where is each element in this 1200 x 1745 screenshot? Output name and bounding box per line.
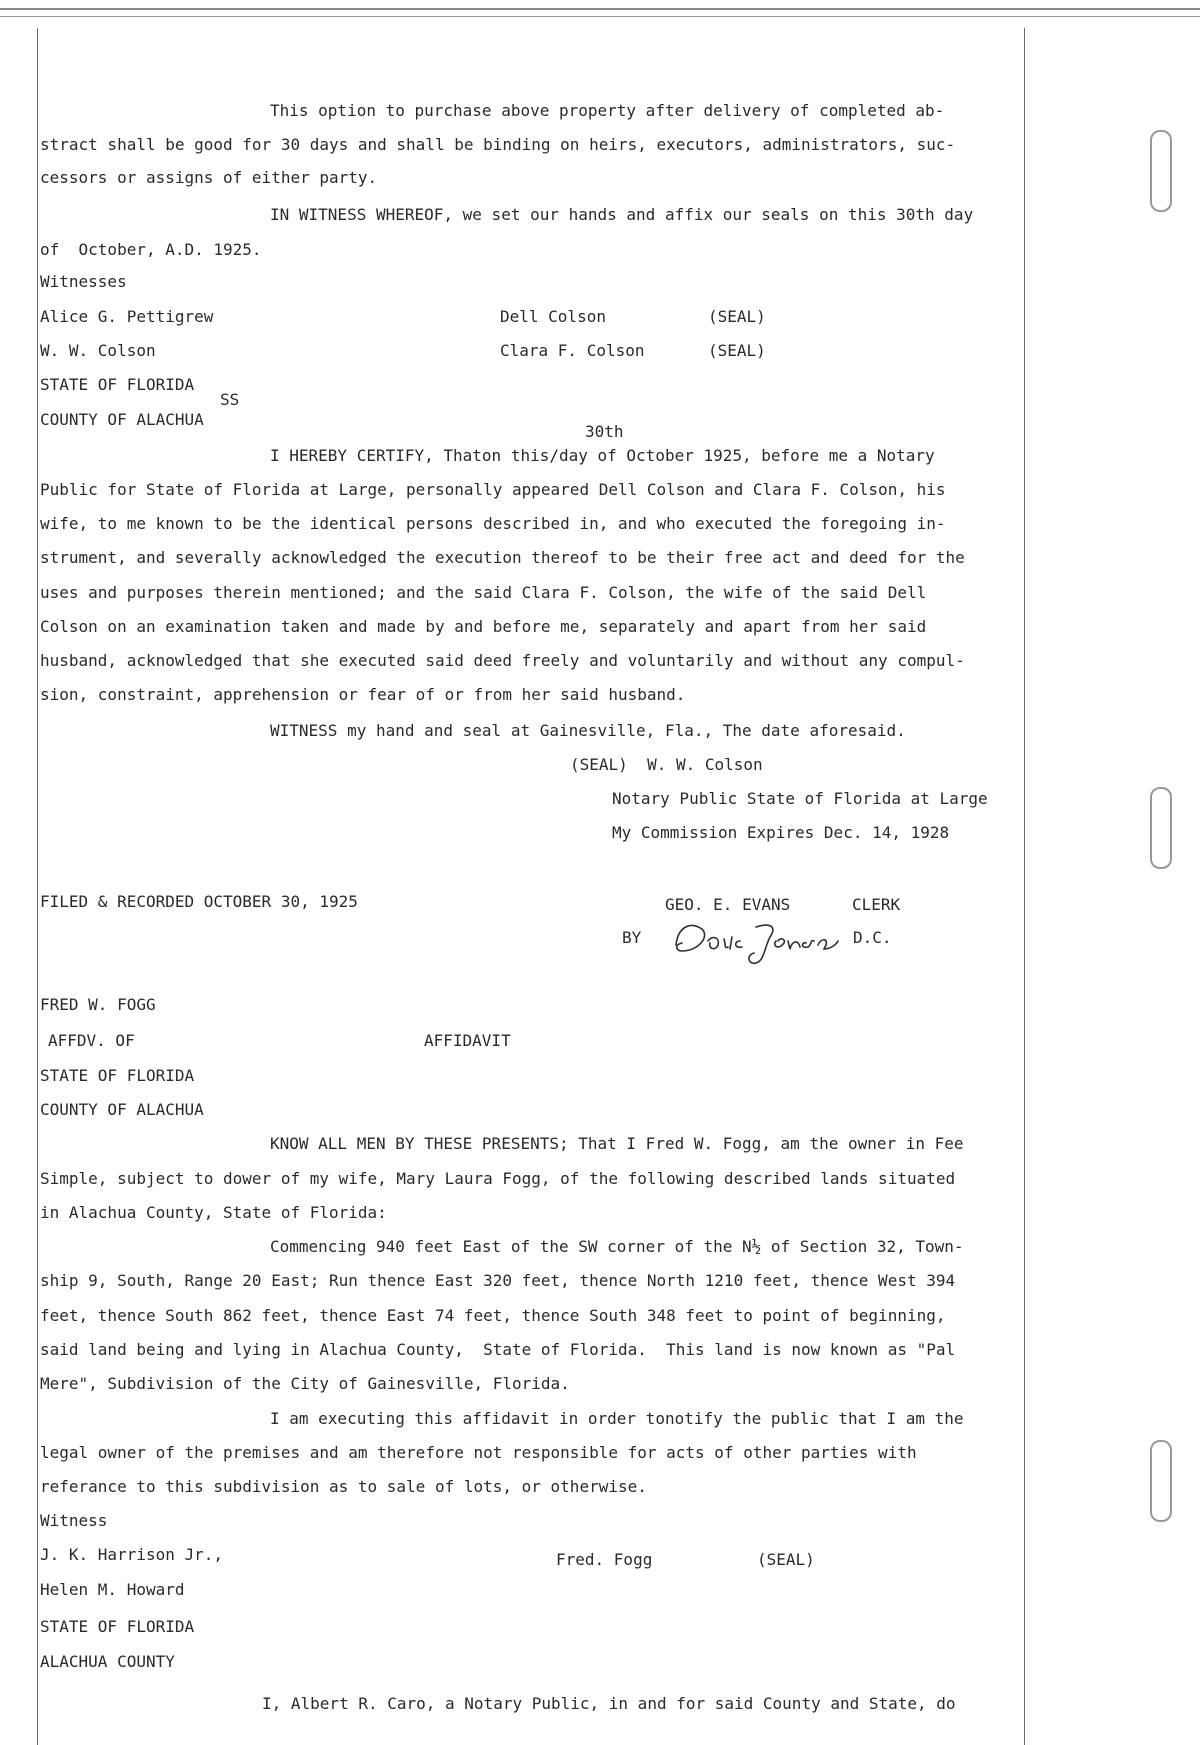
seal-mark: (SEAL) bbox=[708, 341, 766, 360]
filed-recorded: FILED & RECORDED OCTOBER 30, 1925 bbox=[40, 892, 358, 911]
witness-name: W. W. Colson bbox=[40, 341, 156, 360]
affidavit-line: KNOW ALL MEN BY THESE PRESENTS; That I Fred W. Fogg, am the owner in Fee bbox=[270, 1134, 964, 1153]
land-description-line: feet, thence South 862 feet, thence East 74 feet, thence South 348 feet to point of beginning, bbox=[40, 1306, 946, 1325]
affiant-signature: Fred. Fogg bbox=[556, 1550, 653, 1569]
commission-expiry: My Commission Expires Dec. 14, 1928 bbox=[612, 823, 950, 842]
seal-mark: (SEAL) bbox=[708, 307, 766, 326]
by-label: BY bbox=[622, 928, 642, 947]
binder-hole bbox=[1150, 787, 1172, 869]
binder-hole bbox=[1150, 130, 1172, 212]
clerk-title: CLERK bbox=[852, 895, 901, 914]
signer-name: Dell Colson bbox=[500, 307, 606, 326]
affidavit-purpose-line: I am executing this affidavit in order tonotify the public that I am the bbox=[270, 1409, 964, 1428]
witness-hand-line: WITNESS my hand and seal at Gainesville, Fla., The date aforesaid. bbox=[270, 721, 906, 740]
land-description-line: said land being and lying in Alachua County, State of Florida. This land is now known as "Pal bbox=[40, 1340, 956, 1359]
venue-state: STATE OF FLORIDA bbox=[40, 1066, 195, 1085]
witness-whereof-line: of October, A.D. 1925. bbox=[40, 240, 262, 259]
affidavit-party-sub: AFFDV. OF bbox=[48, 1031, 135, 1050]
handwritten-signature bbox=[668, 915, 848, 967]
top-border-rule bbox=[0, 8, 1200, 17]
witness-whereof-line: IN WITNESS WHEREOF, we set our hands and affix our seals on this 30th day bbox=[270, 205, 974, 224]
affidavit-line: in Alachua County, State of Florida: bbox=[40, 1203, 387, 1222]
certificate-line: strument, and severally acknowledged the execution thereof to be their free act and deed for the bbox=[40, 548, 965, 567]
land-description-line: Mere", Subdivision of the City of Gainesville, Florida. bbox=[40, 1374, 570, 1393]
venue-county: ALACHUA COUNTY bbox=[40, 1652, 175, 1671]
certificate-line: Public for State of Florida at Large, personally appeared Dell Colson and Clara F. Colson, his bbox=[40, 480, 946, 499]
clerk-name: GEO. E. EVANS bbox=[665, 895, 791, 914]
witnesses-label: Witnesses bbox=[40, 272, 127, 291]
witness-name: Alice G. Pettigrew bbox=[40, 307, 214, 326]
right-margin-rule bbox=[1024, 28, 1025, 1745]
notary-acknowledgment-line: I, Albert R. Caro, a Notary Public, in and for said County and State, do bbox=[262, 1694, 956, 1713]
venue-state: STATE OF FLORIDA bbox=[40, 1617, 195, 1636]
affidavit-title: AFFIDAVIT bbox=[424, 1031, 511, 1050]
certificate-line: I HEREBY CERTIFY, Thaton this/day of October 1925, before me a Notary bbox=[270, 446, 935, 465]
binder-hole bbox=[1150, 1440, 1172, 1522]
certificate-line: wife, to me known to be the identical persons described in, and who executed the foregoing in- bbox=[40, 514, 946, 533]
option-paragraph-line: stract shall be good for 30 days and shall be binding on heirs, executors, administrators, suc- bbox=[40, 135, 956, 154]
venue-ss: SS bbox=[220, 390, 240, 409]
venue-county: COUNTY OF ALACHUA bbox=[40, 410, 204, 429]
option-paragraph-line: cessors or assigns of either party. bbox=[40, 168, 378, 187]
notary-signature: (SEAL) W. W. Colson bbox=[570, 755, 763, 774]
day-insert: 30th bbox=[585, 422, 624, 441]
affidavit-purpose-line: legal owner of the premises and am therefore not responsible for acts of other parties with bbox=[40, 1443, 917, 1462]
affidavit-party: FRED W. FOGG bbox=[40, 995, 156, 1014]
witness-name: J. K. Harrison Jr., bbox=[40, 1545, 224, 1564]
land-description-line: ship 9, South, Range 20 East; Run thence East 320 feet, thence North 1210 feet, thence West 394 bbox=[40, 1271, 956, 1290]
venue-county: COUNTY OF ALACHUA bbox=[40, 1100, 204, 1119]
deputy-clerk-label: D.C. bbox=[853, 928, 892, 947]
venue-state: STATE OF FLORIDA bbox=[40, 375, 195, 394]
witness-label: Witness bbox=[40, 1511, 108, 1530]
witness-name: Helen M. Howard bbox=[40, 1580, 185, 1599]
signer-name: Clara F. Colson bbox=[500, 341, 645, 360]
left-margin-rule bbox=[37, 28, 38, 1745]
certificate-line: uses and purposes therein mentioned; and the said Clara F. Colson, the wife of the said Dell bbox=[40, 583, 927, 602]
affidavit-line: Simple, subject to dower of my wife, Mary Laura Fogg, of the following described lands situated bbox=[40, 1169, 956, 1188]
land-description-line: Commencing 940 feet East of the SW corner of the N½ of Section 32, Town- bbox=[270, 1237, 964, 1256]
notary-title: Notary Public State of Florida at Large bbox=[612, 789, 988, 808]
certificate-line: Colson on an examination taken and made by and before me, separately and apart from her said bbox=[40, 617, 927, 636]
option-paragraph-line: This option to purchase above property after delivery of completed ab- bbox=[270, 101, 945, 120]
seal-mark: (SEAL) bbox=[757, 1550, 815, 1569]
affidavit-purpose-line: referance to this subdivision as to sale of lots, or otherwise. bbox=[40, 1477, 647, 1496]
certificate-line: husband, acknowledged that she executed said deed freely and voluntarily and without any compul- bbox=[40, 651, 965, 670]
certificate-line: sion, constraint, apprehension or fear of or from her said husband. bbox=[40, 685, 686, 704]
